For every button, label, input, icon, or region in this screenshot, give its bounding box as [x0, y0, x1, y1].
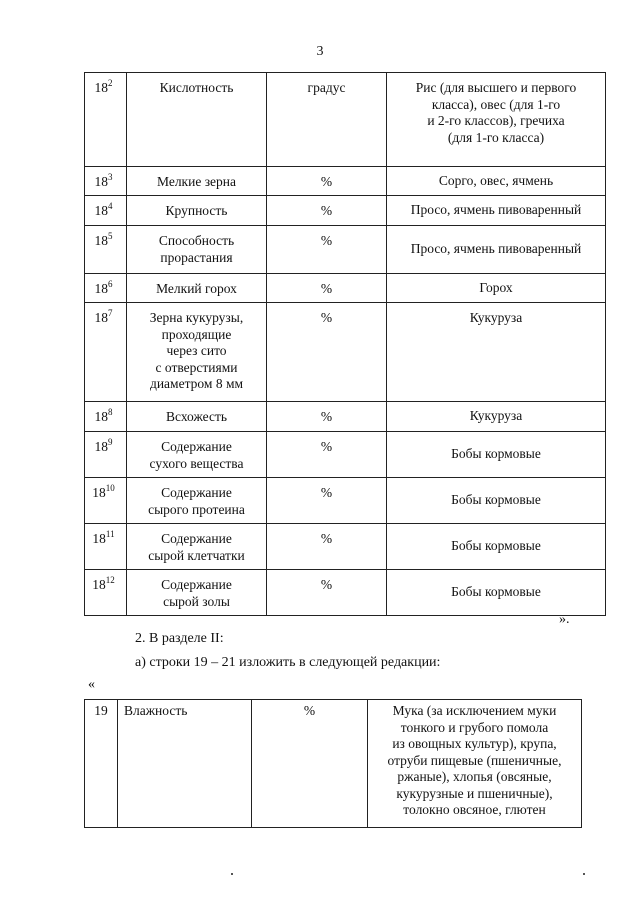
table-row	[85, 226, 606, 274]
table-row	[85, 303, 606, 402]
crop-cell	[387, 167, 606, 196]
crop-cell	[387, 226, 606, 274]
amendment-paragraph: а) строки 19 – 21 изложить в следующей редакции:	[135, 655, 441, 670]
cell-line: Мелкие зерна	[157, 174, 236, 189]
cell-line: Рис (для высшего и первого	[415, 80, 577, 95]
row-number: 19	[94, 703, 108, 718]
indicator-cell	[127, 196, 267, 226]
table-row	[85, 524, 606, 570]
row-number: 18	[94, 203, 108, 218]
unit-cell	[267, 196, 387, 226]
unit-value: %	[320, 174, 333, 189]
cell-line: через сито	[166, 343, 227, 358]
table-row	[85, 478, 606, 524]
cell-line: класса), овес (для 1-го	[431, 96, 561, 112]
crop-cell	[387, 73, 606, 167]
unit-cell	[267, 570, 387, 616]
row-number: 18	[94, 174, 108, 189]
unit-cell	[267, 274, 387, 303]
cell-line: Содержание	[161, 577, 232, 592]
cell-line: Содержание	[161, 439, 232, 454]
indicator-cell	[127, 570, 267, 616]
row-number-superscript: 7	[108, 308, 113, 318]
row-number: 18	[94, 310, 108, 325]
cell-line: Содержание	[161, 485, 232, 500]
indicator-cell	[127, 226, 267, 274]
row-number-cell	[85, 402, 127, 432]
crop-cell	[387, 478, 606, 524]
row-number-cell	[85, 700, 118, 828]
indicator-cell	[127, 73, 267, 167]
row-number-cell	[85, 303, 127, 402]
table-row	[85, 700, 582, 828]
unit-value: %	[303, 703, 316, 718]
cell-line: ржаные), хлопья (овсяные,	[397, 769, 552, 784]
scan-speck	[231, 873, 233, 875]
unit-cell	[267, 226, 387, 274]
row-number-superscript: 3	[108, 172, 113, 182]
cell-line: Бобы кормовые	[451, 492, 541, 508]
row-number-superscript: 10	[105, 483, 115, 493]
unit-cell	[267, 432, 387, 478]
crop-cell	[387, 524, 606, 570]
unit-value: %	[320, 439, 333, 454]
unit-value: %	[320, 577, 333, 592]
row-number: 18	[92, 485, 106, 500]
row-number: 18	[94, 80, 108, 95]
cell-line: отруби пищевые (пшеничные,	[387, 752, 562, 768]
unit-value: %	[320, 485, 333, 500]
row-number-superscript: 5	[108, 231, 113, 241]
row-number-superscript: 8	[108, 407, 113, 417]
indicator-cell	[127, 167, 267, 196]
row-number-superscript: 11	[105, 529, 115, 539]
row-number: 18	[94, 281, 108, 296]
table-row	[85, 570, 606, 616]
row-number: 18	[94, 439, 108, 454]
indicator-cell	[127, 303, 267, 402]
cell-line: Зерна кукурузы,	[149, 310, 244, 325]
crop-cell	[387, 303, 606, 402]
row-number-cell	[85, 167, 127, 196]
cell-line: сырой клетчатки	[148, 547, 245, 563]
cell-line: Кукуруза	[469, 310, 523, 325]
unit-cell	[267, 524, 387, 570]
cell-line: Кукуруза	[469, 408, 523, 424]
row-number-cell	[85, 570, 127, 616]
table-row	[85, 274, 606, 303]
unit-value: %	[320, 409, 333, 424]
opening-quote: «	[88, 677, 95, 692]
crop-cell	[368, 700, 582, 828]
indicator-cell	[127, 274, 267, 303]
unit-cell	[267, 402, 387, 432]
row-number-cell	[85, 478, 127, 524]
indicator-cell	[127, 478, 267, 524]
unit-cell	[252, 700, 368, 828]
cell-line: из овощных культур), крупа,	[392, 736, 557, 751]
cell-line: Мелкий горох	[156, 281, 237, 296]
indicator-cell	[127, 402, 267, 432]
row-number-cell	[85, 432, 127, 478]
row-number: 18	[94, 233, 108, 248]
table-row	[85, 432, 606, 478]
row-number-superscript: 4	[108, 201, 113, 211]
cell-line: Бобы кормовые	[451, 584, 541, 600]
table-row	[85, 167, 606, 196]
cell-line: проходящие	[161, 326, 232, 342]
row-number: 18	[94, 409, 108, 424]
unit-value: %	[320, 281, 333, 296]
moisture-table	[84, 699, 582, 828]
unit-cell	[267, 303, 387, 402]
unit-cell	[267, 167, 387, 196]
unit-cell	[267, 478, 387, 524]
unit-value: %	[320, 203, 333, 218]
cell-line: (для 1-го класса)	[447, 129, 545, 145]
section-paragraph: 2. В разделе II:	[135, 631, 224, 646]
closing-quote: ».	[559, 612, 570, 627]
row-number-cell	[85, 274, 127, 303]
cell-line: прорастания	[160, 249, 233, 265]
row-number-superscript: 2	[108, 78, 113, 88]
cell-line: сырого протеина	[148, 501, 245, 517]
unit-value: %	[320, 233, 333, 248]
cell-line: Горох	[479, 279, 513, 295]
crop-cell	[387, 402, 606, 432]
row-number-cell	[85, 524, 127, 570]
cell-line: сырой золы	[163, 593, 230, 609]
scan-speck	[583, 873, 585, 875]
row-number-cell	[85, 196, 127, 226]
cell-line: Мука (за исключением муки	[392, 703, 557, 718]
indicators-table	[84, 72, 606, 616]
cell-line: Просо, ячмень пивоваренный	[410, 241, 582, 257]
unit-value: %	[320, 310, 333, 325]
cell-line: тонкого и грубого помола	[400, 719, 549, 735]
cell-line: Просо, ячмень пивоваренный	[410, 202, 582, 218]
indicator-cell	[118, 700, 252, 828]
row-number-superscript: 6	[108, 279, 113, 289]
indicator-cell	[127, 524, 267, 570]
cell-line: Сорго, овес, ячмень	[438, 172, 554, 188]
crop-cell	[387, 196, 606, 226]
crop-cell	[387, 570, 606, 616]
table-row	[85, 402, 606, 432]
cell-line: диаметром 8 мм	[149, 376, 244, 391]
table-row	[85, 196, 606, 226]
row-number-superscript: 9	[108, 437, 113, 447]
unit-value: %	[320, 531, 333, 546]
crop-cell	[387, 432, 606, 478]
cell-line: Бобы кормовые	[451, 538, 541, 554]
row-number: 18	[92, 577, 106, 592]
cell-line: Содержание	[161, 531, 232, 546]
crop-cell	[387, 274, 606, 303]
table-row	[85, 73, 606, 167]
row-number: 18	[92, 531, 106, 546]
indicator-name: Влажность	[124, 703, 188, 718]
page-number: 3	[316, 44, 324, 59]
cell-line: сухого вещества	[149, 455, 244, 471]
unit-value: градус	[307, 80, 346, 95]
indicator-cell	[127, 432, 267, 478]
row-number-cell	[85, 73, 127, 167]
cell-line: с отверстиями	[155, 359, 238, 375]
row-number-cell	[85, 226, 127, 274]
unit-cell	[267, 73, 387, 167]
cell-line: Способность	[158, 233, 235, 248]
cell-line: толокно овсяное, глютен	[403, 802, 546, 817]
cell-line: Кислотность	[159, 80, 234, 95]
cell-line: кукурузные и пшеничные),	[396, 785, 553, 801]
cell-line: и 2-го классов), гречиха	[427, 113, 565, 128]
cell-line: Бобы кормовые	[451, 446, 541, 462]
cell-line: Всхожесть	[166, 409, 227, 424]
cell-line: Крупность	[165, 203, 228, 218]
row-number-superscript: 12	[105, 575, 115, 585]
